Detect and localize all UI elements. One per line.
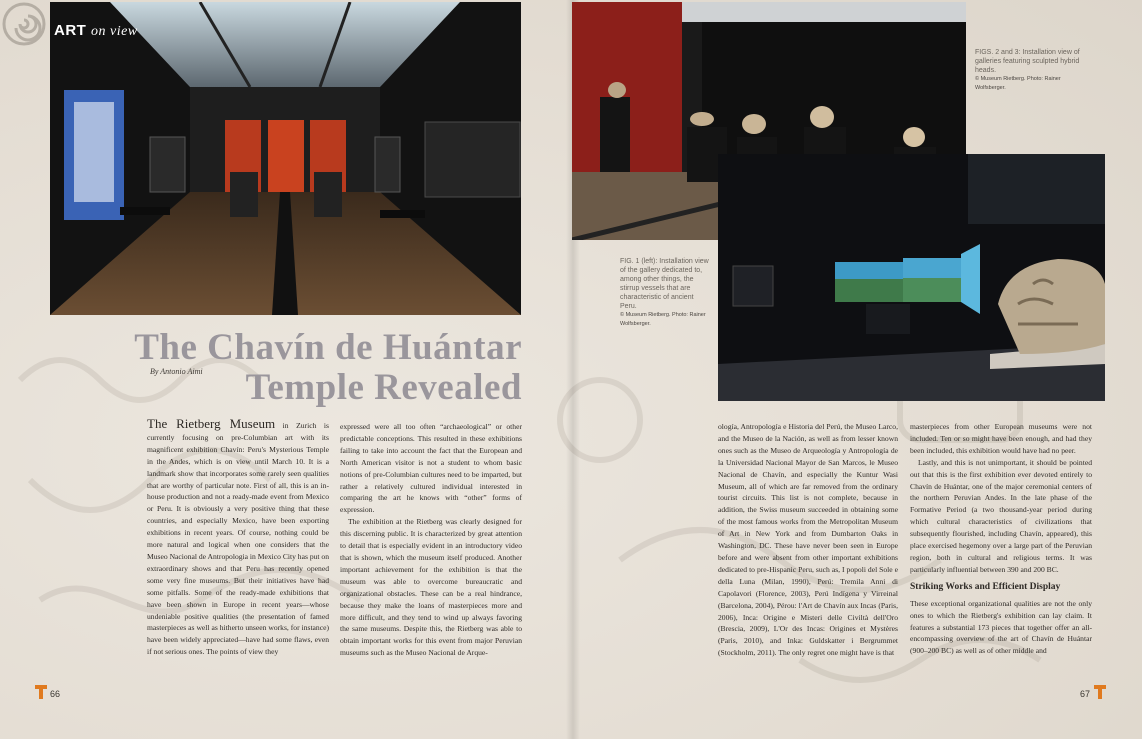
t-logo-icon-right	[1094, 685, 1106, 699]
t-logo-icon-left	[35, 685, 47, 699]
section-label-onview: on view	[91, 24, 138, 39]
column-3-paragraph-1: ología, Antropología e Historia del Perú, the Museo Larco, and the Museo de la Nación, as well as from lesser known ones such as the Museo de Arqueología y Antropología de la Universidad Nacional Mayor de San Marcos, le Museo Nacional de Chavín, and especially the Kuntur Wasi Museum, all of which are far removed from the ordinary tourist circuits. This list is not complete, because in addition, the Swiss museum succeeded in obtaining some of the most famous works from the Metropolitan Museum of Art in New York and from Dumbarton Oaks in Washington, DC. These have never been seen in Europe before and were absent from other important exhibitions dedicated to pre-Hispanic Peru, such as, I popoli del Sole e della Luna (Milan, 1990), Perú: Tremila Anni di Capolavori (Florence, 2003), Perú Indígena y Virreinal (Barcelona, 2004), Pérou: l'Art de Chavín aux Incas (Paris, 2006), Inca: Origine e Misteri delle Civiltà dell'Oro (Brescia, 2009), L'Or des Incas: Origines et Mystères (Paris, 2010), and Inka: Guldskatter i Bergrummet (Stockholm, 2011). The only regret one might have is that	[718, 422, 898, 658]
caption-fig-1	[620, 257, 710, 329]
column-2-paragraph-2: The exhibition at the Rietberg was clearly designed for this discerning public. It is characterized by great attention to detail that is especially evident in an introductory video that is shown, which the museum itself produced. Another important achievement for the exhibition is that the museum was able to overcome bureaucratic and organizational obstacles. These can be a real hindrance, because they make the loans of masterpieces more and more difficult, and they tend to wind up always favoring the same museums. Despite this, the Rietberg was able to obtain important works for this event from major Peruvian museums such as the Museo Nacional de Arque-	[340, 517, 522, 658]
text-column-1	[147, 418, 329, 658]
caption-figs-2-3-credit: © Museum Rietberg. Photo: Rainer Wolfsberger.	[975, 76, 1061, 91]
article-title-line2: Temple Revealed	[245, 367, 522, 408]
swirl-logo-icon	[2, 2, 46, 46]
section-label-art: ART	[54, 22, 87, 39]
page-number-right: 67	[1080, 689, 1091, 699]
column-4-paragraph-2: Lastly, and this is not unimportant, it should be pointed out that this is the first exhibition ever devoted entirely to Chavín de Huántar, one of the major ceremonial centers of the northern Peruvian Andes. In the late phase of the Formative Period (a two thousand-year period during which cultural characteristics of civilizations that subsequently flourished, including Chavín, appeared), this place exercised hegemony over a large part of the Peruvian region, both in cultural and religious terms. It was particularly influential between 390 and 200 BC.	[910, 457, 1092, 574]
page-number-left: 66	[50, 689, 61, 699]
column-2-paragraph-1: expressed were all too often “archaeological” or other predictable conceptions. This resulted in these exhibitions failing to take into account the fact that the European and North American visitor is not a student to whom basic notions of pre-Columbian cultures need to be imparted, but rather a relatively cultured individual interested in comparing the art he knows with “other” forms of expression.	[340, 422, 522, 515]
column-4-paragraph-1: masterpieces from other European museums were not included. Ten or so might have been enough, and had they been included, this exhibition would have had no peer.	[910, 422, 1092, 455]
section-label	[54, 22, 138, 40]
column-1-paragraph-1: in Zurich is currently focusing on pre-Columbian art with its magnificent exhibition Chavín: Peru's Mysterious Temple in the Andes, which is on view until March 10. It is a landmark show that incorporates some rarely seen qualities that are worthy of particular note. First of all, this is an in-house production and not a ready-made event from Mexico or Peru. It is obviously a very positive thing that these countries, and especially Mexico, have been exporting exhibitions in recent years. Of course, nothing could be more natural and logical when one considers that the Museo Nacional de Antropologia in Mexico City has put on extraordinary shows and that Peru has recently opened some very fine museums. But their initiatives have had some pitfalls. Some of the ready-made exhibitions that have been shown in Europe in recent years—whose undeniable positive qualities (the presentation of famed masterpieces as well as hitherto unseen works, for instance) have been widely appreciated—have had some flaws, even if not serious ones. The points of view they	[147, 421, 330, 657]
caption-fig-1-credit: © Museum Rietberg. Photo: Rainer Wolfsberger.	[620, 312, 706, 327]
article-title-line1: The Chavín de Huántar	[134, 327, 522, 368]
lead-in: The Rietberg Museum	[147, 416, 276, 431]
text-column-3	[718, 421, 898, 659]
photo-fig1-gallery	[50, 2, 521, 315]
column-4-paragraph-3: These exceptional organizational qualities are not the only ones to which the Rietberg's exhibition can lay claim. It features a substantial 173 pieces that together offer an all-encompassing overview of the art of Chavín de Huántar (900–200 BC) as well as of other middle and	[910, 598, 1092, 656]
caption-fig-1-text: FIG. 1 (left): Installation view of the gallery dedicated to, among other things, the stirrup vessels that are characteristic of ancient Peru.	[620, 258, 709, 310]
caption-figs-2-3	[975, 48, 1083, 93]
caption-figs-2-3-text: FIGS. 2 and 3: Installation view of galleries featuring sculpted hybrid heads.	[975, 49, 1080, 74]
photo-fig3-stone-head	[718, 154, 1105, 401]
text-column-2	[340, 421, 522, 659]
byline: By Antonio Aimi	[150, 367, 203, 376]
text-column-4	[910, 421, 1092, 657]
subheading: Striking Works and Efficient Display	[910, 581, 1061, 592]
